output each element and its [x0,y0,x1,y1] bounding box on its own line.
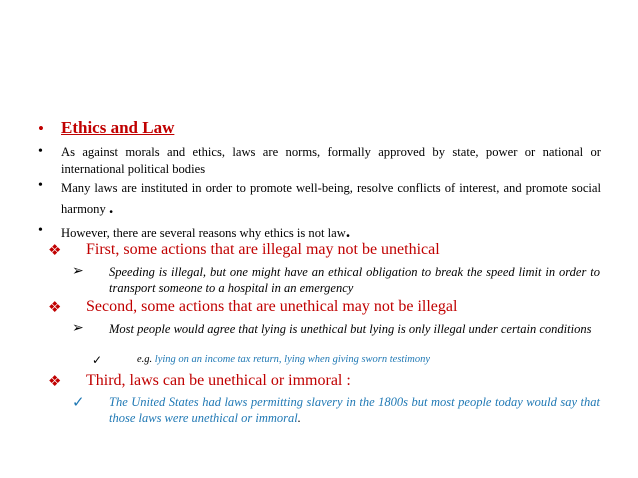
bullet-dot-icon: • [38,119,44,138]
example-prefix: e.g. [137,354,153,365]
reason-3-heading: Third, laws can be unethical or immoral : [86,372,351,389]
reason-1-detail-row [0,264,638,298]
reason-1-detail: Speeding is illegal, but one might have an ethical obligation to break the speed limit in order to transport someone to a hospital in an emergency [109,265,600,295]
bullet-3-block [61,223,350,242]
bullet-3-period: . [345,222,351,241]
reason-1-heading: First, some actions that are illegal may not be unethical [86,241,440,258]
arrowhead-bullet-icon: ➢ [72,320,84,336]
bullet-2-period: . [108,198,114,217]
reason-3-detail: The United States had laws permitting slavery in the 1800s but most people today would say that those laws were unethical or immoral [109,395,600,425]
bullet-dot-icon: • [38,144,43,159]
check-bullet-icon: ✓ [92,353,103,367]
diamond-bullet-icon: ❖ [48,372,62,390]
bullet-1-text: As against morals and ethics, laws are norms, formally approved by state, power or national or international political bodies [61,145,601,176]
arrowhead-bullet-icon: ➢ [72,263,84,279]
bullet-2-block [61,178,601,219]
reason-1-heading-row [0,241,638,263]
diamond-bullet-icon: ❖ [48,298,62,316]
title-row [0,118,638,140]
bullet-3-text: However, there are several reasons why ethics is not law [61,226,346,240]
diamond-bullet-icon: ❖ [48,241,62,259]
reason-2-example [137,354,430,365]
reason-2-heading: Second, some actions that are unethical may not be illegal [86,298,458,315]
reason-3-detail-block [109,394,600,426]
bullet-2 [0,178,638,218]
bullet-dot-icon: • [38,223,43,238]
bullet-2-text: Many laws are instituted in order to promote well-being, resolve conflicts of interest, and promote social harmony [61,181,601,216]
bullet-1 [0,144,638,180]
reason-2-heading-row [0,298,638,320]
reason-2-detail: Most people would agree that lying is unethical but lying is only illegal under certain conditions [109,322,592,336]
reason-3-detail-row [0,394,638,430]
reason-2-detail-row [0,321,638,355]
reason-3-heading-row [0,372,638,394]
check-bullet-icon: ✓ [72,393,85,411]
bullet-dot-icon: • [38,178,43,193]
slide-title: Ethics and Law [61,118,175,137]
reason-3-period: . [297,411,301,425]
example-text: lying on an income tax return, lying when giving sworn testimony [154,354,430,365]
bullet-3 [0,223,638,243]
reason-2-example-row [0,354,638,370]
